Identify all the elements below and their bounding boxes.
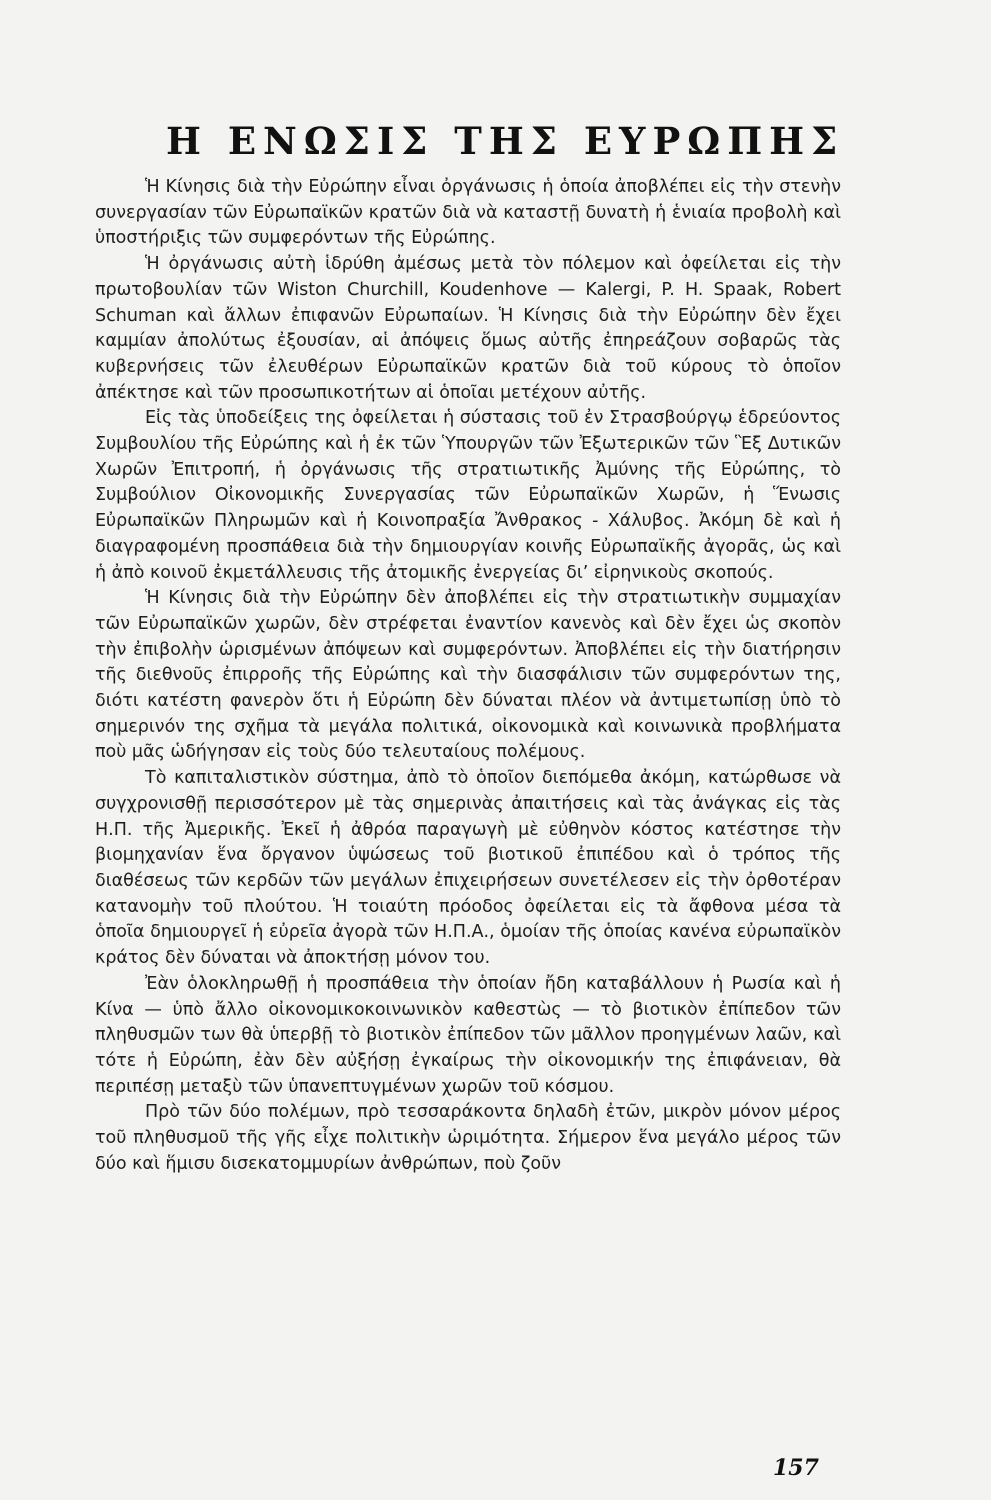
paragraph: Ἡ Κίνησις διὰ τὴν Εὐρώπην εἶναι ὀργάνωσις ἡ ὁποία ἀποβλέπει εἰς τὴν στενὴν συνεργασίαν τῶν Εὐρωπαϊκῶν κρατῶν διὰ νὰ καταστῇ δυνατὴ ἡ ἑνιαία προβολὴ καὶ ὑποστήριξις τῶν συμφερόντων τῆς Εὐρώπης.: [95, 177, 841, 249]
paragraph: Τὸ καπιταλιστικὸν σύστημα, ἀπὸ τὸ ὁποῖον διεπόμεθα ἀκόμη, κατώρθωσε νὰ συγχρονισθῇ περισσότερον μὲ τὰς σημερινὰς ἀπαιτήσεις καὶ τὰς ἀνάγκας εἰς τὰς Η.Π. τῆς Ἀμερικῆς. Ἐκεῖ ἡ ἀθρόα παραγωγὴ μὲ εὐθηνὸν κόστος κατέστησε τὴν βιομηχανίαν ἕνα ὄργανον ὑψώσεως τοῦ βιοτικοῦ ἐπιπέδου καὶ ὁ τρόπος τῆς διαθέσεως τῶν κερδῶν τῶν μεγάλων ἐπιχειρήσεων συνετέλεσεν εἰς τὴν ὀρθοτέραν κατανομὴν τοῦ πλούτου. Ἡ τοιαύτη πρόοδος ὀφείλεται εἰς τὰ ἄφθονα μέσα τὰ ὁποῖα δημιουργεῖ ἡ εὐρεῖα ἀγορὰ τῶν Η.Π.Α., ὁμοίαν τῆς ὁποίας κανένα εὐρωπαϊκὸν κράτος δὲν δύναται νὰ ἀποκτήσῃ μόνον του.: [95, 768, 841, 969]
article-title: Η ΕΝΩΣΙΣ ΤΗΣ ΕΥΡΩΠΗΣ: [166, 119, 845, 163]
paragraph: Ἐὰν ὁλοκληρωθῇ ἡ προσπάθεια τὴν ὁποίαν ἤδη καταβάλλουν ἡ Ρωσία καὶ ἡ Κίνα — ὑπὸ ἄλλο οἰκονομικοκοινωνικὸν καθεστὼς — τὸ βιοτικὸν ἐπίπεδον τῶν πληθυσμῶν των θὰ ὑπερβῇ τὸ βιοτικὸν ἐπίπεδον τῶν μᾶλλον προηγμένων λαῶν, καὶ τότε ἡ Εὐρώπη, ἐὰν δὲν αὐξήσῃ ἐγκαίρως τὴν οἰκονομικήν της ἐπιφάνειαν, θὰ περιπέσῃ μεταξὺ τῶν ὑπανεπτυγμένων χωρῶν τοῦ κόσμου.: [95, 973, 841, 1097]
paragraph: Ἡ Κίνησις διὰ τὴν Εὐρώπην δὲν ἀποβλέπει εἰς τὴν στρατιωτικὴν συμμαχίαν τῶν Εὐρωπαϊκῶν χωρῶν, δὲν στρέφεται ἐναντίον κανενὸς καὶ δὲν ἔχει ὡς σκοπὸν τὴν ἐπιβολὴν ὡρισμένων ἀπόψεων καὶ συμφερόντων. Ἀποβλέπει εἰς τὴν διατήρησιν τῆς διεθνοῦς ἐπιρροῆς τῆς Εὐρώπης καὶ τὴν διασφάλισιν τῶν συμφερόντων της, διότι κατέστη φανερὸν ὅτι ἡ Εὐρώπη δὲν δύναται πλέον νὰ ἀντιμετωπίσῃ ὑπὸ τὸ σημερινόν της σχῆμα τὰ μεγάλα πολιτικά, οἰκονομικὰ καὶ κοινωνικὰ προβλήματα ποὺ μᾶς ὡδήγησαν εἰς τοὺς δύο τελευταίους πολέμους.: [95, 588, 841, 763]
paragraph: Ἡ ὀργάνωσις αὐτὴ ἱδρύθη ἀμέσως μετὰ τὸν πόλεμον καὶ ὀφείλεται εἰς τὴν πρωτοβουλίαν τῶν Wiston Churchill, Koudenhove — Kalergi, P. H. Spaak, Robert Schuman καὶ ἄλλων ἐπιφανῶν Εὐρωπαίων. Ἡ Κίνησις διὰ τὴν Εὐρώπην δὲν ἔχει καμμίαν ἀπολύτως ἐξουσίαν, αἱ ἀπόψεις ὅμως αὐτῆς ἐπηρεάζουν σοβαρῶς τὰς κυβερνήσεις τῶν ἐλευθέρων Εὐρωπαϊκῶν κρατῶν διὰ τοῦ κύρους τὸ ὁποῖον ἀπέκτησε καὶ τῶν προσωπικοτήτων αἱ ὁποῖαι μετέχουν αὐτῆς.: [95, 254, 841, 403]
paragraph: Πρὸ τῶν δύο πολέμων, πρὸ τεσσαράκοντα δηλαδὴ ἐτῶν, μικρὸν μόνον μέρος τοῦ πληθυσμοῦ τῆς γῆς εἶχε πολιτικὴν ὡριμότητα. Σήμερον ἕνα μεγάλο μέρος τῶν δύο καὶ ἥμισυ δισεκατομμυρίων ἀνθρώπων, ποὺ ζοῦν: [95, 1102, 841, 1174]
article-body: [95, 175, 841, 1177]
page-number: 157: [773, 1455, 819, 1481]
paragraph: Εἰς τὰς ὑποδείξεις της ὀφείλεται ἡ σύστασις τοῦ ἐν Στρασβούργῳ ἑδρεύοντος Συμβουλίου τῆς Εὐρώπης καὶ ἡ ἐκ τῶν Ὑπουργῶν τῶν Ἐξωτερικῶν τῶν Ἓξ Δυτικῶν Χωρῶν Ἐπιτροπή, ἡ ὀργάνωσις τῆς στρατιωτικῆς Ἀμύνης τῆς Εὐρώπης, τὸ Συμβούλιον Οἰκονομικῆς Συνεργασίας τῶν Εὐρωπαϊκῶν Χωρῶν, ἡ Ἕνωσις Εὐρωπαϊκῶν Πληρωμῶν καὶ ἡ Κοινοπραξία Ἄνθρακος - Χάλυβος. Ἀκόμη δὲ καὶ ἡ διαγραφομένη προσπάθεια διὰ τὴν δημιουργίαν κοινῆς Εὐρωπαϊκῆς ἀγορᾶς, ὡς καὶ ἡ ἀπὸ κοινοῦ ἐκμετάλλευσις τῆς ἀτομικῆς ἐνεργείας δι’ εἰρηνικοὺς σκοπούς.: [95, 408, 841, 583]
